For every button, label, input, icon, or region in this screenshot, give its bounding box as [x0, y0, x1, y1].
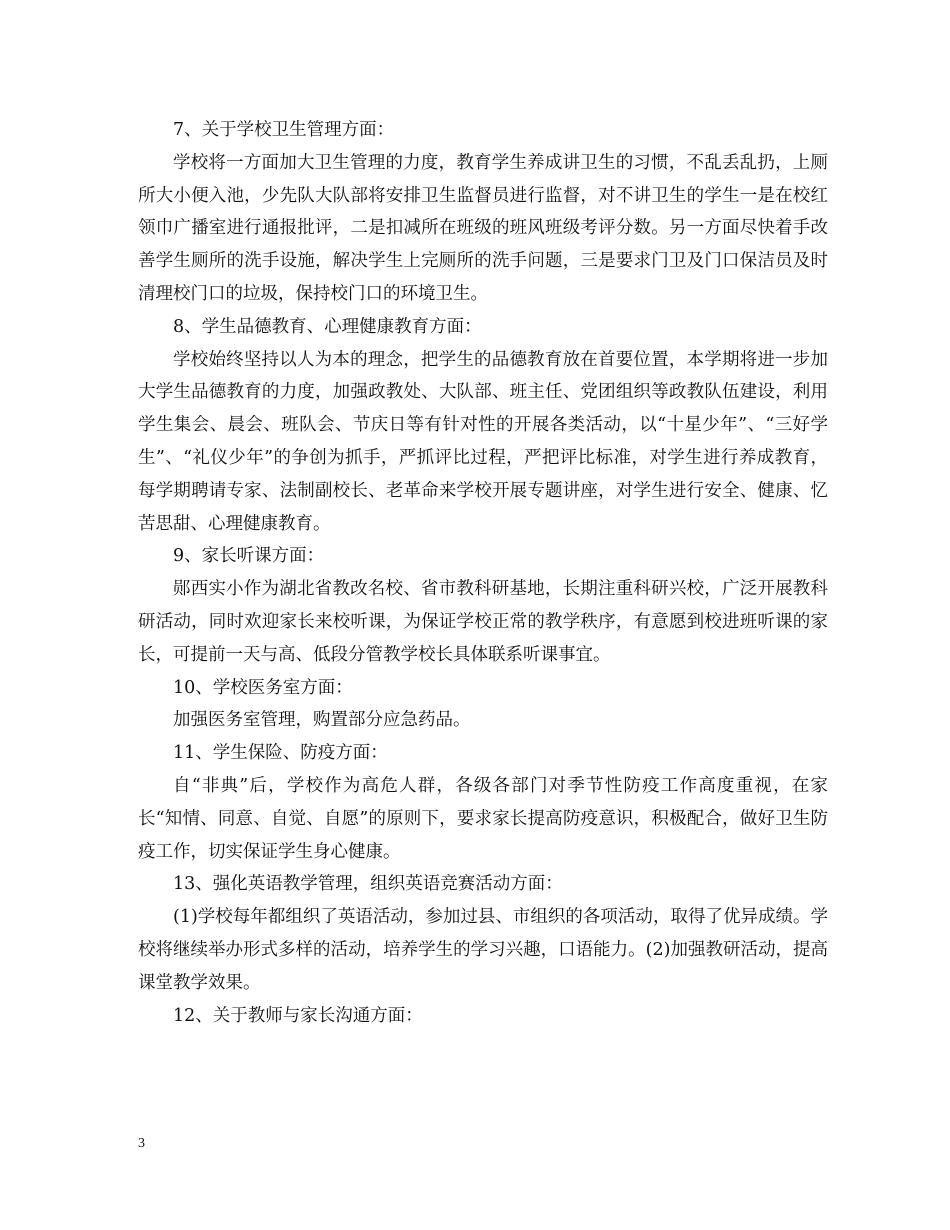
paragraph-english: (1)学校每年都组织了英语活动，参加过县、市组织的各项活动，取得了优异成绩。学校将继续举办形式多样的活动，培养学生的学习兴趣，口语能力。(2)加强教研活动，提高课堂教学效果。 [138, 907, 828, 993]
section-heading-13: 13、强化英语教学管理，组织英语竞赛活动方面： [173, 874, 563, 895]
section-heading-11: 11、学生保险、防疫方面： [173, 743, 388, 764]
paragraph-insurance: 自“非典”后，学校作为高危人群，各级各部门对季节性防疫工作高度重视，在家长“知情、同意、自觉、自愿”的原则下，要求家长提高防疫意识，积极配合，做好卫生防疫工作，切实保证学生身心健康。 [138, 775, 828, 862]
section-heading-8: 8、学生品德教育、心理健康教育方面： [173, 316, 482, 337]
page-number: 3 [138, 1136, 145, 1151]
section-heading-10: 10、学校医务室方面： [173, 677, 353, 698]
paragraph-parent-visits: 郧西实小作为湖北省教改名校、省市教科研基地，长期注重科研兴校，广泛开展教科研活动，同时欢迎家长来校听课，为保证学校正常的教学秩序，有意愿到校进班听课的家长，可提前一天与高、低段分管教学校长具体联系听课事宜。 [138, 579, 828, 665]
section-heading-9: 9、家长听课方面： [173, 546, 325, 567]
section-heading-7: 7、关于学校卫生管理方面： [173, 120, 395, 140]
paragraph-moral-education: 学校始终坚持以人为本的理念，把学生的品德教育放在首要位置，本学期将进一步加大学生品德教育的力度，加强政教处、大队部、班主任、党团组织等政教队伍建设，利用学生集会、晨会、班队会、节庆日等有针对性的开展各类活动，以“十星少年”、“三好学生”、“礼仪少年”的争创为抓手，严抓评比过程，严把评比标准，对学生进行养成教育，每学期聘请专家、法制副校长、老革命来学校开展专题讲座，对学生进行安全、健康、忆苦思甜、心理健康教育。 [138, 349, 828, 534]
document-body [138, 114, 828, 1032]
paragraph-clinic: 加强医务室管理，购置部分应急药品。 [173, 710, 471, 731]
section-heading-12: 12、关于教师与家长沟通方面： [173, 1005, 423, 1026]
paragraph-hygiene: 学校将一方面加大卫生管理的力度，教育学生养成讲卫生的习惯，不乱丢乱扔，上厕所大小便入池，少先队大队部将安排卫生监督员进行监督，对不讲卫生的学生一是在校红领巾广播室进行通报批评，二是扣减所在班级的班风班级考评分数。另一方面尽快着手改善学生厕所的洗手设施，解决学生上完厕所的洗手问题，三是要求门卫及门口保洁员及时清理校门口的垃圾，保持校门口的环境卫生。 [138, 152, 828, 304]
